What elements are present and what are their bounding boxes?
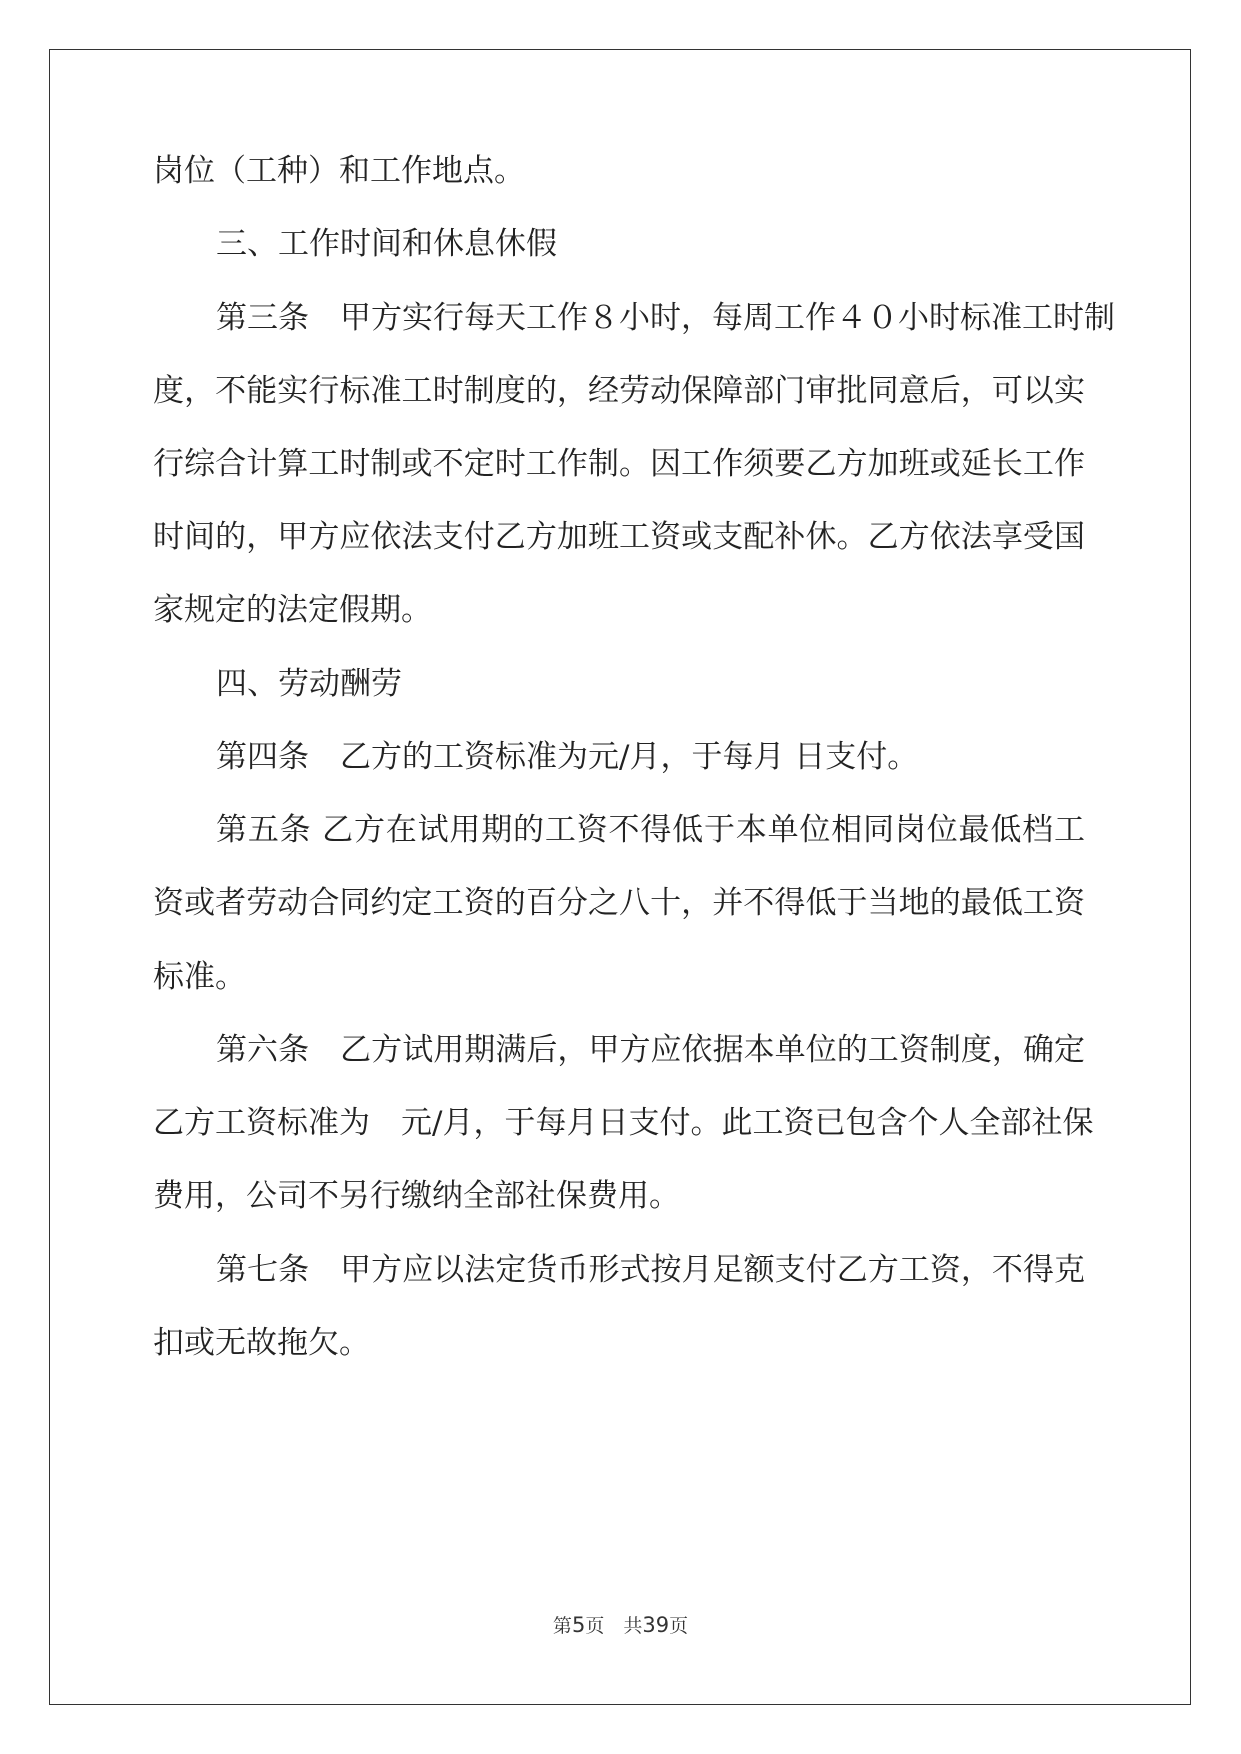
article-3-line-5: 家规定的法定假期。 xyxy=(153,592,432,628)
footer-prefix: 第 xyxy=(552,1615,572,1637)
section-heading-4: 四、劳动酬劳 xyxy=(216,666,402,702)
section-heading-3: 三、工作时间和休息休假 xyxy=(216,226,557,262)
paragraph-line: 岗位（工种）和工作地点。 xyxy=(153,153,525,189)
footer-suffix: 页 xyxy=(669,1615,689,1637)
article-5-line-3: 标准。 xyxy=(153,959,246,995)
article-5-line-1: 第五条 乙方在试用期的工资不得低于本单位相同岗位最低档工 xyxy=(216,812,1085,848)
article-6-line-2: 乙方工资标准为 元/月，于每月日支付。此工资已包含个人全部社保 xyxy=(153,1105,1094,1141)
footer-total-pages: 39 xyxy=(642,1613,670,1637)
page-footer xyxy=(0,1613,1241,1638)
article-4-line-1: 第四条 乙方的工资标准为元/月，于每月 日支付。 xyxy=(216,739,919,775)
footer-page-number: 5 xyxy=(571,1613,586,1637)
article-7-line-2: 扣或无故拖欠。 xyxy=(153,1325,370,1361)
article-6-line-1: 第六条 乙方试用期满后，甲方应依据本单位的工资制度，确定 xyxy=(216,1032,1085,1068)
article-6-line-3: 费用，公司不另行缴纳全部社保费用。 xyxy=(153,1178,680,1214)
footer-middle: 页 共 xyxy=(585,1615,643,1637)
article-7-line-1: 第七条 甲方应以法定货币形式按月足额支付乙方工资，不得克 xyxy=(216,1252,1085,1288)
article-3-line-4: 时间的，甲方应依法支付乙方加班工资或支配补休。乙方依法享受国 xyxy=(153,519,1085,555)
article-3-line-3: 行综合计算工时制或不定时工作制。因工作须要乙方加班或延长工作 xyxy=(153,446,1085,482)
article-5-line-2: 资或者劳动合同约定工资的百分之八十，并不得低于当地的最低工资 xyxy=(153,885,1085,921)
article-3-line-1: 第三条 甲方实行每天工作８小时，每周工作４０小时标准工时制 xyxy=(216,300,1115,336)
article-3-line-2: 度，不能实行标准工时制度的，经劳动保障部门审批同意后，可以实 xyxy=(153,373,1085,409)
